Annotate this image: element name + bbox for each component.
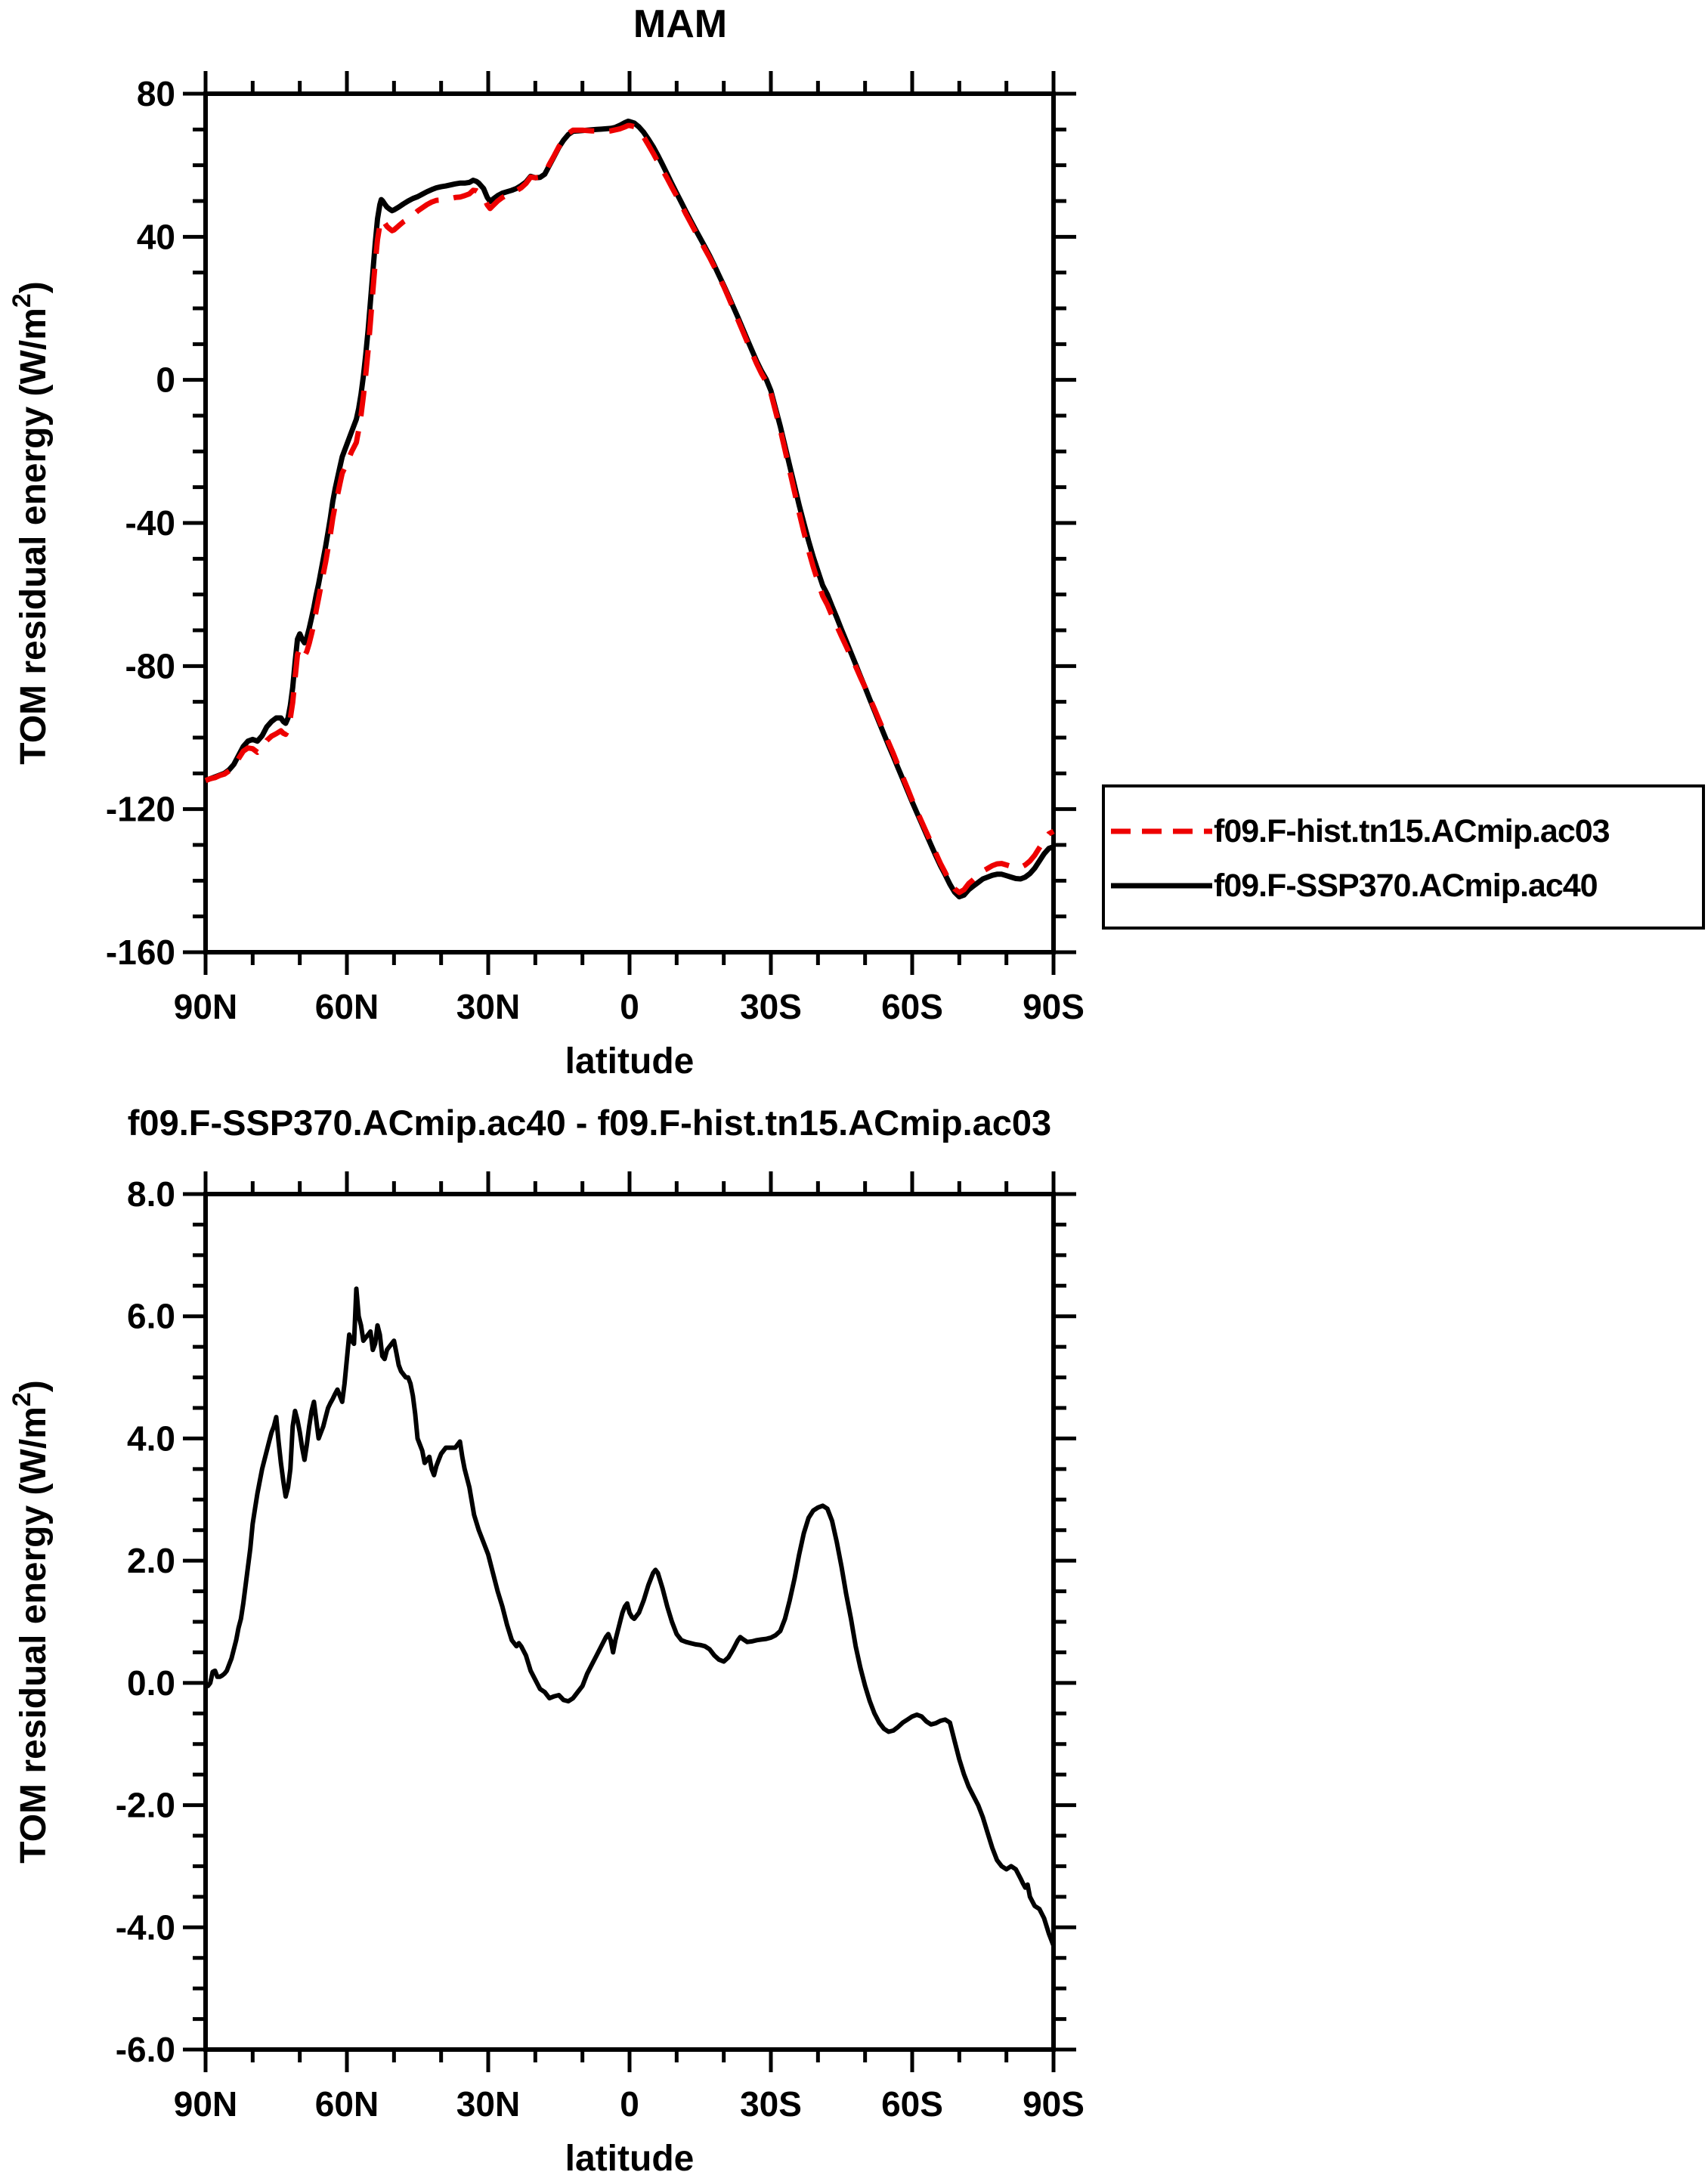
x-tick-label: 90N (173, 2084, 238, 2124)
x-tick-label: 60S (881, 2084, 943, 2124)
series-f09.F-hist.tn15.ACmip.ac03 (206, 125, 1054, 893)
x-tick-label: 0 (620, 2084, 639, 2124)
x-tick-label: 30S (740, 2084, 802, 2124)
y-tick-label: 2.0 (127, 1541, 175, 1581)
y-tick-label: 40 (136, 217, 175, 257)
y-tick-label: -2.0 (115, 1785, 175, 1825)
legend-label-hist: f09.F-hist.tn15.ACmip.ac03 (1214, 812, 1610, 849)
x-tick-label: 30N (456, 2084, 521, 2124)
x-tick-label: 60S (881, 987, 943, 1026)
y-tick-label: -160 (105, 933, 175, 972)
y-tick-label: -6.0 (115, 2030, 175, 2069)
x-tick-label: 0 (620, 987, 639, 1026)
legend-label-ssp370: f09.F-SSP370.ACmip.ac40 (1214, 867, 1598, 904)
y-tick-label: 8.0 (127, 1174, 175, 1214)
legend-box (1102, 784, 1705, 930)
y-axis-label: TOM residual energy $(W/m^2)$ (8, 1380, 54, 1864)
legend-solid-black-line-icon (1109, 863, 1214, 908)
plot-frame (206, 1194, 1054, 2050)
x-tick-label: 60N (314, 2084, 379, 2124)
y-tick-label: -80 (125, 646, 175, 686)
top-chart-title: MAM (633, 2, 728, 46)
y-tick-label: -120 (105, 789, 175, 829)
x-axis-label: latitude (565, 2139, 695, 2175)
x-tick-label: 30N (456, 987, 521, 1026)
x-tick-label: 90N (173, 987, 238, 1026)
panel (8, 71, 1085, 1081)
y-tick-label: 0 (156, 360, 175, 400)
legend-item-hist (1105, 809, 1702, 854)
panel (8, 1171, 1085, 2175)
legend-dashed-red-line-icon (1109, 809, 1214, 854)
y-tick-label: 80 (136, 74, 175, 113)
y-tick-label: -4.0 (115, 1907, 175, 1948)
diff-chart-title: f09.F-SSP370.ACmip.ac40 - f09.F-hist.tn15.ACmip.ac03 (127, 1103, 1052, 1143)
x-tick-label: 90S (1023, 987, 1085, 1026)
y-tick-label: 0.0 (127, 1663, 175, 1703)
x-axis-label: latitude (565, 1041, 695, 1081)
y-axis-label: TOM residual energy $(W/m^2)$ (8, 281, 54, 765)
legend-item-ssp370 (1105, 863, 1702, 908)
y-tick-label: 6.0 (127, 1296, 175, 1336)
x-tick-label: 60N (314, 987, 379, 1026)
x-tick-label: 30S (740, 987, 802, 1026)
y-tick-label: 4.0 (127, 1419, 175, 1459)
y-tick-label: -40 (125, 503, 175, 543)
x-tick-label: 90S (1023, 2084, 1085, 2124)
series-f09.F-SSP370.ACmip.ac40 - f09.F-hist.tn15.ACmip.ac03 (206, 1289, 1054, 1945)
